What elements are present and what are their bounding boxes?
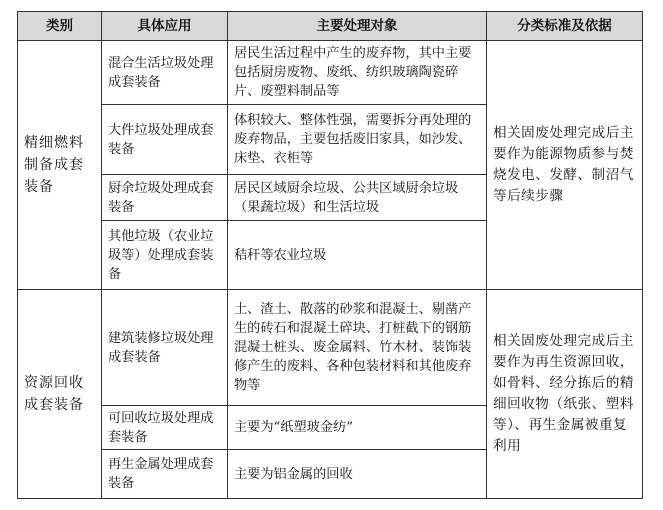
application-cell: 再生金属处理成套装备 — [102, 450, 228, 499]
objects-cell: 体积较大、整体性强，需要拆分再处理的废弃物品，主要包括废旧家具，如沙发、床垫、衣柜等 — [228, 105, 487, 175]
basis-cell: 相关固废处理完成后主要作为能源物质参与焚烧发电、发酵、制沼气等后续步骤 — [487, 41, 643, 290]
table-row — [18, 290, 643, 406]
header-row — [18, 12, 643, 41]
header-application: 具体应用 — [102, 12, 228, 41]
header-category: 类别 — [18, 12, 102, 41]
category-cell: 精细燃料制备成套装备 — [18, 41, 102, 290]
solid-waste-equipment-table — [17, 11, 643, 499]
objects-cell: 主要为铝金属的回收 — [228, 450, 487, 499]
basis-cell: 相关固废处理完成后主要作为再生资源回收，如骨料、经分拣后的精细回收物（纸张、塑料等）、再生金属被重复利用 — [487, 290, 643, 499]
application-cell: 可回收垃圾处理成套装备 — [102, 406, 228, 450]
header-objects: 主要处理对象 — [228, 12, 487, 41]
application-cell: 其他垃圾（农业垃圾等）处理成套装备 — [102, 221, 228, 290]
objects-cell: 主要为“纸塑玻金纺” — [228, 406, 487, 450]
objects-cell: 秸秆等农业垃圾 — [228, 221, 487, 290]
application-cell: 混合生活垃圾处理成套装备 — [102, 41, 228, 105]
application-cell: 厨余垃圾处理成套装备 — [102, 175, 228, 221]
category-cell: 资源回收成套装备 — [18, 290, 102, 499]
application-cell: 建筑装修垃圾处理成套装备 — [102, 290, 228, 406]
application-cell: 大件垃圾处理成套装备 — [102, 105, 228, 175]
table-row — [18, 41, 643, 105]
objects-cell: 土、渣土、散落的砂浆和混凝土、剔凿产生的砖石和混凝土碎块、打桩截下的钢筋混凝土桩头、废金属料、竹木材、装饰装修产生的废料、各种包装材料和其他废弃物等 — [228, 290, 487, 406]
objects-cell: 居民区域厨余垃圾、公共区域厨余垃圾（果蔬垃圾）和生活垃圾 — [228, 175, 487, 221]
objects-cell: 居民生活过程中产生的废弃物，其中主要包括厨房废物、废纸、纺织玻璃陶瓷碎片、废塑料制品等 — [228, 41, 487, 105]
header-basis: 分类标准及依据 — [487, 12, 643, 41]
